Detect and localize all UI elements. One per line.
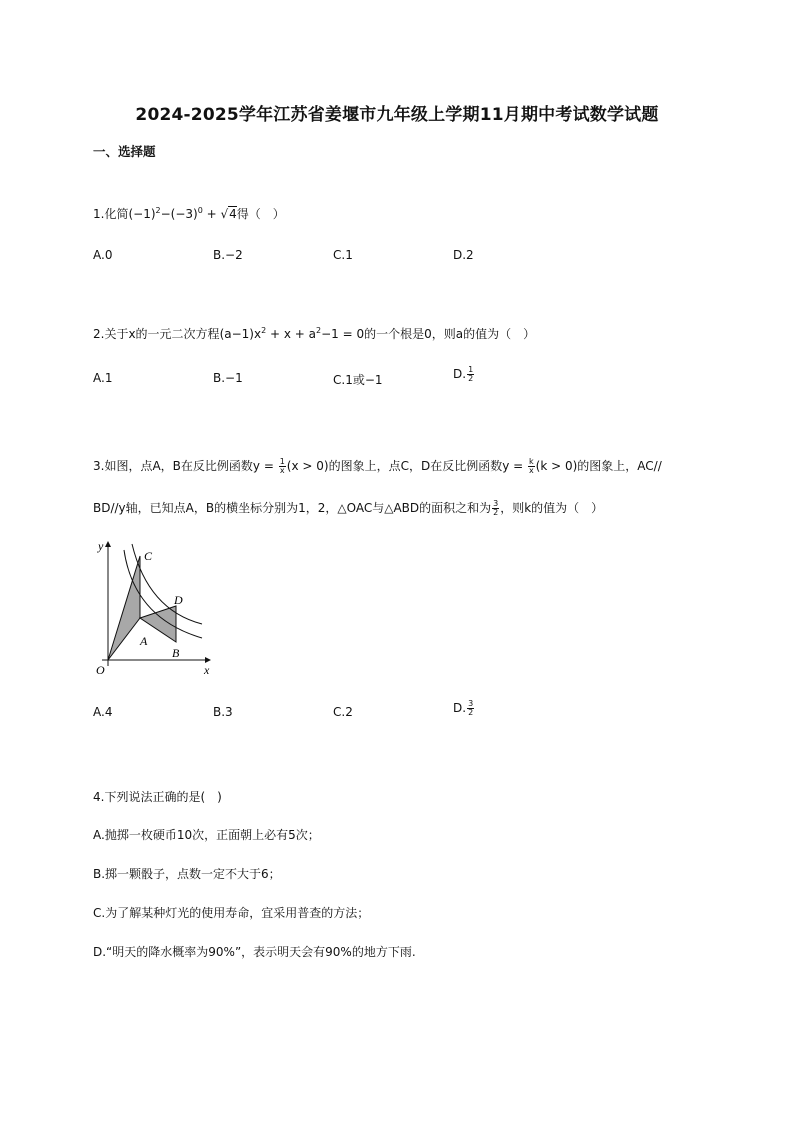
q2-option-d: D. $\frac{1}{2}$ bbox=[453, 365, 474, 383]
question-2 bbox=[93, 326, 535, 342]
q3-fraction: $\frac{3}{2}$ bbox=[493, 499, 499, 517]
q1-prefix: 1.化简 bbox=[93, 207, 129, 221]
q1-option-d: D.2 bbox=[453, 248, 474, 262]
q4-option-a: A.抛掷一枚硬币10次，正面朝上必有5次； bbox=[93, 828, 320, 842]
q4-option-c: C.为了解某种灯光的使用寿命，宜采用普查的方法； bbox=[93, 906, 370, 920]
triangle-oac bbox=[108, 556, 140, 660]
q4-option-d: D.“明天的降水概率为90%”，表示明天会有90%的地方下雨. bbox=[93, 945, 416, 959]
section-heading: 一、选择题 bbox=[93, 144, 156, 159]
question-4: 4.下列说法正确的是( ) bbox=[93, 790, 222, 804]
label-y: y bbox=[98, 539, 104, 553]
q3-option-c: C.2 bbox=[333, 705, 353, 719]
label-d: D bbox=[174, 593, 183, 607]
label-c: C bbox=[144, 549, 153, 563]
page-title: 2024-2025学年江苏省姜堰市九年级上学期11月期中考试数学试题 bbox=[135, 105, 659, 125]
q2-suffix: 的一个根是0，则a的值为（ ） bbox=[364, 327, 536, 341]
label-b: B bbox=[172, 646, 180, 660]
q2-prefix: 2.关于x的一元二次方程 bbox=[93, 327, 220, 341]
q3-function-1: y = $\frac{1}{x}$ (x > 0) bbox=[252, 457, 329, 475]
question-3-line-2: BD//y轴，已知点A，B的横坐标分别为1，2，△OAC与△ABD的面积之和为 $\frac{3}{2}$ ，则k的值为（ ） bbox=[93, 499, 604, 517]
q1-option-b: B.−2 bbox=[213, 248, 243, 262]
q2-formula: $(a-1)x^2 + x + a^2-1 = 0$ bbox=[219, 326, 365, 341]
q2-option-b: B.−1 bbox=[213, 371, 243, 385]
label-a: A bbox=[140, 634, 148, 648]
q3-function-2: y = $\frac{k}{x}$ (k > 0) bbox=[502, 457, 578, 475]
q4-option-b: B.掷一颗骰子，点数一定不大于6； bbox=[93, 867, 281, 881]
q3-option-a: A.4 bbox=[93, 705, 113, 719]
q2-option-c: C.1或−1 bbox=[333, 373, 383, 387]
label-o: O bbox=[96, 663, 105, 677]
q3-option-d: D. $\frac{3}{2}$ bbox=[453, 699, 474, 717]
q1-suffix: 得（ ） bbox=[236, 207, 285, 221]
q3-figure bbox=[90, 536, 215, 678]
q2-option-a: A.1 bbox=[93, 371, 113, 385]
q1-option-c: C.1 bbox=[333, 248, 353, 262]
question-1 bbox=[93, 206, 285, 222]
question-3-line-1: 3.如图，点A，B在反比例函数y = $\frac{1}{x}$ (x > 0)的图象上，点C，D在反比例函数y = $\frac{k}{x}$ (k > 0)的图象上，AC// bbox=[93, 457, 662, 475]
q3-option-b: B.3 bbox=[213, 705, 233, 719]
q1-formula: $(-1)^2-(-3)^0 + √4$ bbox=[128, 206, 237, 221]
q1-option-a: A.0 bbox=[93, 248, 113, 262]
label-x: x bbox=[204, 663, 210, 677]
